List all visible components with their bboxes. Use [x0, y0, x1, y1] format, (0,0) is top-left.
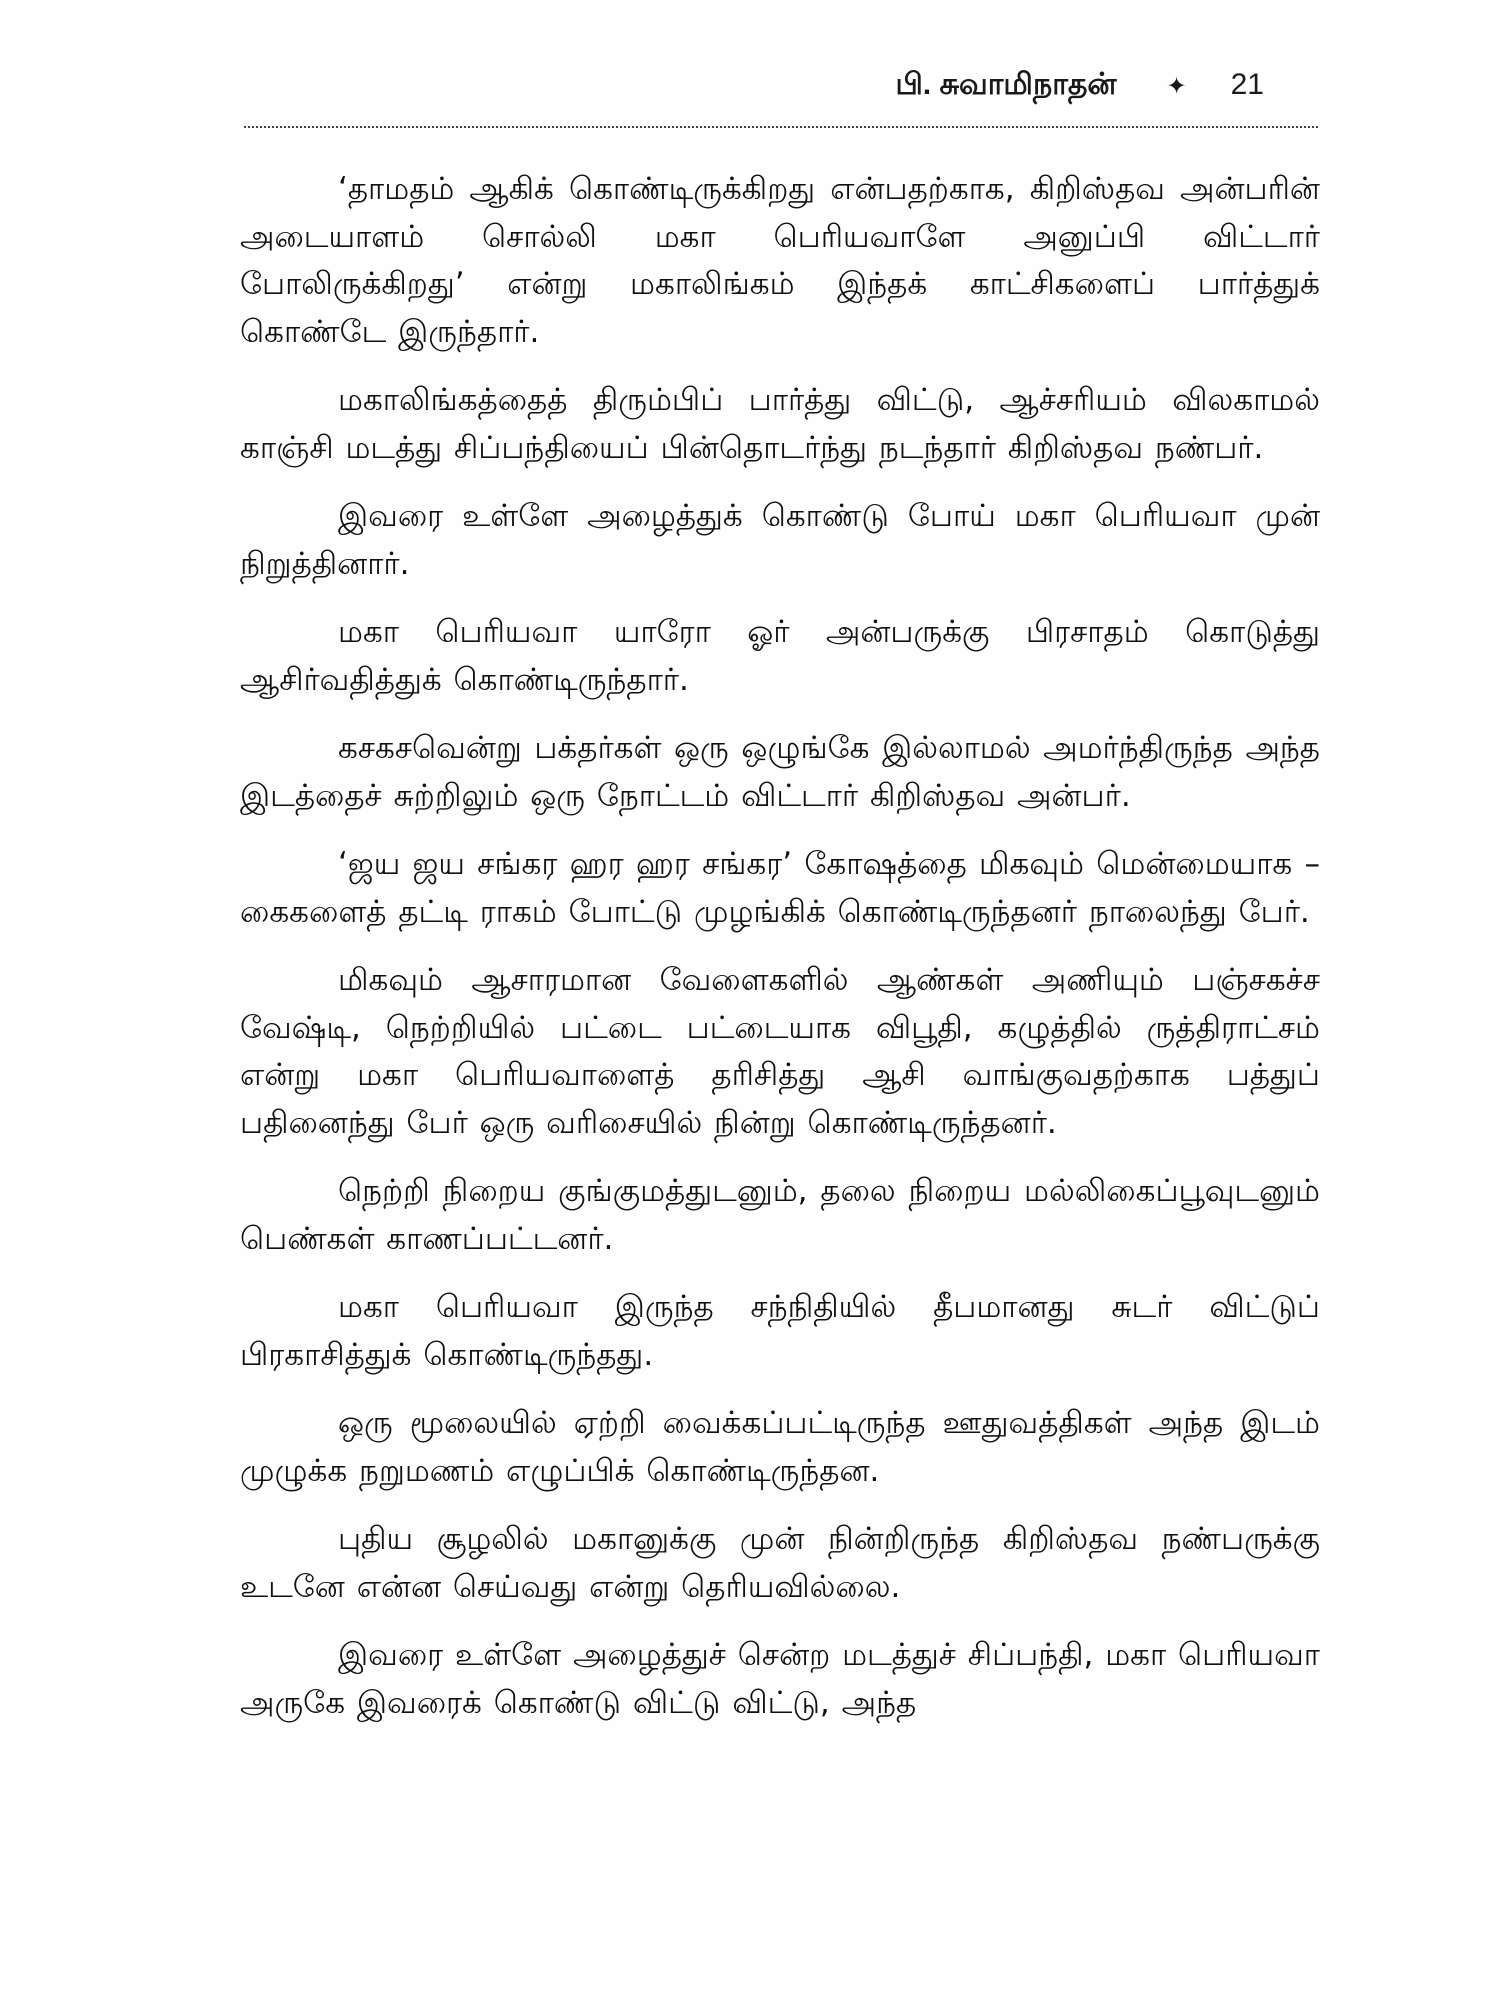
paragraph: மகா பெரியவா யாரோ ஓர் அன்பருக்கு பிரசாதம் கொடுத்து ஆசிர்வதித்துக் கொண்டிருந்தார். — [240, 614, 1320, 698]
paragraph: ‘தாமதம் ஆகிக் கொண்டிருக்கிறது என்பதற்காக, கிறிஸ்தவ அன்பரின் அடையாளம் சொல்லி மகா பெரியவாளே அனுப்பி விட்டார் போலிருக்கிறது’ என்று மகாலிங்கம் இந்தக் காட்சிகளைப் பார்த்துக் கொண்டே இருந்தார். — [240, 171, 1320, 350]
paragraph: புதிய சூழலில் மகானுக்கு முன் நின்றிருந்த கிறிஸ்தவ நண்பருக்கு உடனே என்ன செய்வது என்று தெரியவில்லை. — [240, 1521, 1320, 1605]
header-author: பி. சுவாமிநாதன் — [895, 68, 1117, 101]
header-separator-icon: ✦ — [1166, 73, 1187, 100]
paragraph: இவரை உள்ளே அழைத்துச் சென்ற மடத்துச் சிப்பந்தி, மகா பெரியவா அருகே இவரைக் கொண்டு விட்டு விட்டு, அந்த — [240, 1637, 1320, 1721]
paragraph: கசகசவென்று பக்தர்கள் ஒரு ஒழுங்கே இல்லாமல் அமர்ந்திருந்த அந்த இடத்தைச் சுற்றிலும் ஒரு நோட்டம் விட்டார் கிறிஸ்தவ அன்பர். — [240, 730, 1320, 814]
page-number: 21 — [1230, 68, 1264, 101]
header-divider — [244, 126, 1318, 128]
body-text — [240, 166, 1320, 1748]
paragraph: ‘ஜய ஜய சங்கர ஹர ஹர சங்கர’ கோஷத்தை மிகவும் மென்மையாக – கைகளைத் தட்டி ராகம் போட்டு முழங்கிக் கொண்டிருந்தனர் நாலைந்து பேர். — [240, 846, 1320, 930]
running-header — [895, 68, 1264, 106]
paragraph: இவரை உள்ளே அழைத்துக் கொண்டு போய் மகா பெரியவா முன் நிறுத்தினார். — [240, 498, 1320, 582]
paragraph: ஒரு மூலையில் ஏற்றி வைக்கப்பட்டிருந்த ஊதுவத்திகள் அந்த இடம் முழுக்க நறுமணம் எழுப்பிக் கொண்டிருந்தன. — [240, 1405, 1320, 1489]
paragraph: நெற்றி நிறைய குங்குமத்துடனும், தலை நிறைய மல்லிகைப்பூவுடனும் பெண்கள் காணப்பட்டனர். — [240, 1173, 1320, 1257]
paragraph: மகாலிங்கத்தைத் திரும்பிப் பார்த்து விட்டு, ஆச்சரியம் விலகாமல் காஞ்சி மடத்து சிப்பந்தியைப் பின்தொடர்ந்து நடந்தார் கிறிஸ்தவ நண்பர். — [240, 382, 1320, 466]
paragraph: மகா பெரியவா இருந்த சந்நிதியில் தீபமானது சுடர் விட்டுப் பிரகாசித்துக் கொண்டிருந்தது. — [240, 1289, 1320, 1373]
paragraph: மிகவும் ஆசாரமான வேளைகளில் ஆண்கள் அணியும் பஞ்சகச்ச வேஷ்டி, நெற்றியில் பட்டை பட்டையாக விபூதி, கழுத்தில் ருத்திராட்சம் என்று மகா பெரியவாளைத் தரிசித்து ஆசி வாங்குவதற்காக பத்துப் பதினைந்து பேர் ஒரு வரிசையில் நின்று கொண்டிருந்தனர். — [240, 962, 1320, 1141]
